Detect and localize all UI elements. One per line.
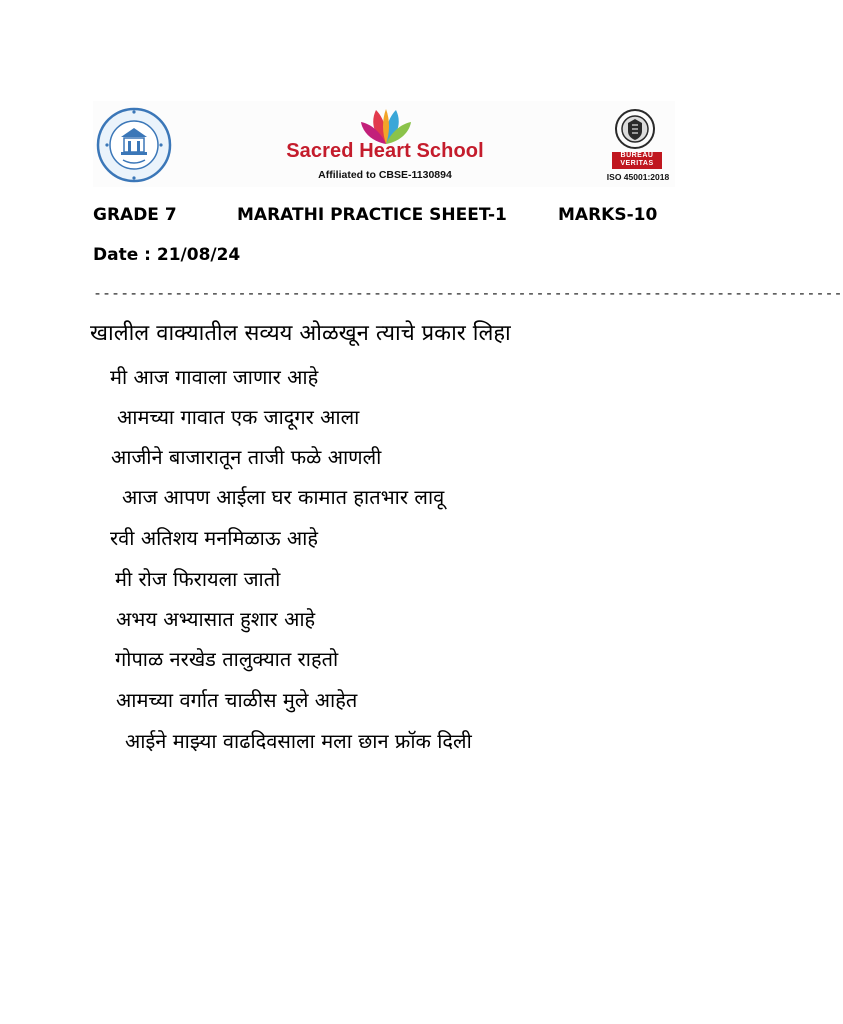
sentence-item: आमच्या वर्गात चाळीस मुले आहेत — [116, 688, 358, 712]
sentence-item: रवी अतिशय मनमिळाऊ आहे — [110, 526, 318, 550]
sentence-item: आजीने बाजारातून ताजी फळे आणली — [111, 445, 382, 469]
sentence-item: आमच्या गावात एक जादूगर आला — [117, 405, 360, 429]
date-label: Date : 21/08/24 — [93, 245, 241, 265]
sheet-title: MARATHI PRACTICE SHEET-1 — [237, 205, 507, 225]
sentence-item: मी रोज फिरायला जातो — [115, 567, 281, 591]
bv-line-2: VERITAS — [620, 160, 654, 167]
marks-label: MARKS-10 — [558, 205, 658, 225]
sentence-item: मी आज गावाला जाणार आहे — [110, 365, 319, 389]
sentence-item: गोपाळ नरखेड तालुक्यात राहतो — [115, 647, 339, 671]
school-name: Sacred Heart School — [286, 140, 484, 162]
affiliation-text: Affiliated to CBSE-1130894 — [318, 169, 452, 181]
sentence-item: अभय अभ्यासात हुशार आहे — [116, 607, 316, 631]
instruction-text: खालील वाक्यातील सव्यय ओळखून त्याचे प्रकार लिहा — [90, 321, 511, 346]
sentence-item: आज आपण आईला घर कामात हातभार लावू — [122, 485, 445, 509]
sentence-item: आईने माझ्या वाढदिवसाला मला छान फ्रॉक दिली — [125, 729, 472, 753]
bv-line-1: BUREAU — [620, 152, 654, 159]
grade-label: GRADE 7 — [93, 205, 177, 225]
separator-line: ----------------------------------------------------------------------------------- — [93, 284, 843, 302]
iso-standard: ISO 45001:2018 — [606, 172, 670, 182]
